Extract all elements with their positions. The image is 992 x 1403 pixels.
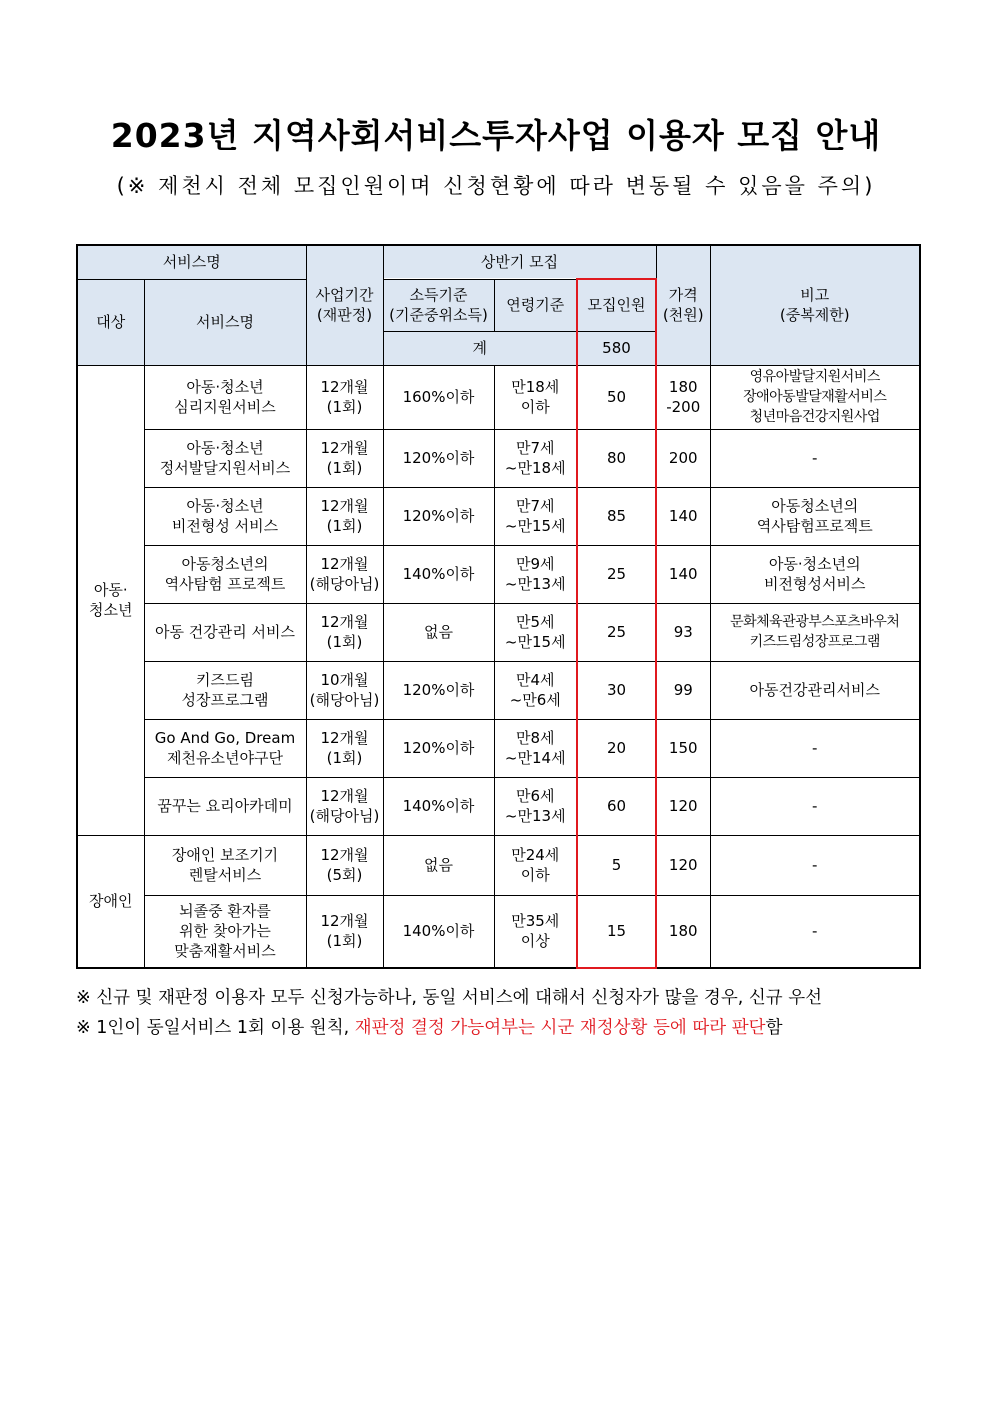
remarks-cell: 영유아발달지원서비스 장애아동발달재활서비스 청년마음건강지원사업 [710, 365, 920, 429]
income-cell: 120%이하 [383, 661, 494, 719]
income-cell: 120%이하 [383, 429, 494, 487]
quota-cell: 5 [577, 835, 656, 895]
period-cell: 12개월 (1회) [306, 603, 383, 661]
table-row [77, 429, 920, 487]
table-row [77, 777, 920, 835]
quota-cell: 15 [577, 895, 656, 968]
table-row [77, 661, 920, 719]
remarks-cell: 아동건강관리서비스 [710, 661, 920, 719]
service-name-cell: 아동·청소년 정서발달지원서비스 [144, 429, 306, 487]
period-cell: 12개월 (1회) [306, 895, 383, 968]
income-cell: 140%이하 [383, 545, 494, 603]
quota-cell: 20 [577, 719, 656, 777]
price-cell: 150 [656, 719, 710, 777]
income-cell: 140%이하 [383, 895, 494, 968]
age-cell: 만7세 ~만15세 [494, 487, 577, 545]
header-service-group: 서비스명 [77, 245, 306, 279]
income-cell: 없음 [383, 603, 494, 661]
remarks-cell: - [710, 777, 920, 835]
income-cell: 120%이하 [383, 719, 494, 777]
table-row [77, 603, 920, 661]
header-remarks: 비고 (중복제한) [710, 245, 920, 365]
quota-cell: 80 [577, 429, 656, 487]
remarks-cell: - [710, 895, 920, 968]
age-cell: 만24세 이하 [494, 835, 577, 895]
service-name-cell: 장애인 보조기기 렌탈서비스 [144, 835, 306, 895]
header-total-label: 계 [383, 331, 577, 365]
period-cell: 12개월 (1회) [306, 487, 383, 545]
header-age: 연령기준 [494, 279, 577, 331]
service-name-cell: Go And Go, Dream 제천유소년야구단 [144, 719, 306, 777]
note-2 [76, 1014, 926, 1042]
page-subtitle: (※ 제천시 전체 모집인원이며 신청현황에 따라 변동될 수 있음을 주의) [116, 174, 876, 198]
table-row [77, 895, 920, 968]
note-1: ※ 신규 및 재판정 이용자 모두 신청가능하나, 동일 서비스에 대해서 신청자가 많을 경우, 신규 우선 [76, 988, 823, 1008]
price-cell: 99 [656, 661, 710, 719]
service-name-cell: 아동·청소년 심리지원서비스 [144, 365, 306, 429]
remarks-cell: - [710, 429, 920, 487]
quota-cell: 85 [577, 487, 656, 545]
remarks-cell: 아동청소년의 역사탐험프로젝트 [710, 487, 920, 545]
age-cell: 만35세 이상 [494, 895, 577, 968]
age-cell: 만6세 ~만13세 [494, 777, 577, 835]
header-total-value: 580 [577, 331, 656, 365]
quota-cell: 25 [577, 545, 656, 603]
quota-cell: 60 [577, 777, 656, 835]
period-cell: 12개월 (해당아님) [306, 545, 383, 603]
remarks-cell: 아동·청소년의 비전형성서비스 [710, 545, 920, 603]
price-cell: 93 [656, 603, 710, 661]
remarks-cell: - [710, 719, 920, 777]
quota-cell: 30 [577, 661, 656, 719]
quota-cell: 25 [577, 603, 656, 661]
note-2-part-b: 함 [765, 1018, 783, 1038]
age-cell: 만18세 이하 [494, 365, 577, 429]
note-2-highlight: 재판정 결정 가능여부는 시군 재정상황 등에 따라 판단 [354, 1018, 766, 1038]
table-row [77, 835, 920, 895]
price-cell: 180 -200 [656, 365, 710, 429]
service-name-cell: 아동 건강관리 서비스 [144, 603, 306, 661]
price-cell: 180 [656, 895, 710, 968]
price-cell: 140 [656, 487, 710, 545]
income-cell: 120%이하 [383, 487, 494, 545]
period-cell: 12개월 (1회) [306, 719, 383, 777]
service-name-cell: 아동·청소년 비전형성 서비스 [144, 487, 306, 545]
age-cell: 만5세 ~만15세 [494, 603, 577, 661]
service-name-cell: 아동청소년의 역사탐험 프로젝트 [144, 545, 306, 603]
header-service-name: 서비스명 [144, 279, 306, 365]
income-cell: 160%이하 [383, 365, 494, 429]
remarks-cell: 문화체육관광부스포츠바우처 키즈드림성장프로그램 [710, 603, 920, 661]
period-cell: 12개월 (1회) [306, 365, 383, 429]
service-name-cell: 뇌졸중 환자를 위한 찾아가는 맞춤재활서비스 [144, 895, 306, 968]
service-name-cell: 키즈드림 성장프로그램 [144, 661, 306, 719]
table-row [77, 487, 920, 545]
table-row [77, 365, 920, 429]
price-cell: 140 [656, 545, 710, 603]
note-2-part-a: ※ 1인이 동일서비스 1회 이용 원칙, [76, 1018, 355, 1038]
period-cell: 10개월 (해당아님) [306, 661, 383, 719]
quota-cell: 50 [577, 365, 656, 429]
age-cell: 만4세 ~만6세 [494, 661, 577, 719]
price-cell: 120 [656, 835, 710, 895]
table-row [77, 545, 920, 603]
period-cell: 12개월 (5회) [306, 835, 383, 895]
remarks-cell: - [710, 835, 920, 895]
header-income: 소득기준 (기준중위소득) [383, 279, 494, 331]
age-cell: 만9세 ~만13세 [494, 545, 577, 603]
service-name-cell: 꿈꾸는 요리아카데미 [144, 777, 306, 835]
price-cell: 120 [656, 777, 710, 835]
header-target: 대상 [77, 279, 144, 365]
header-period: 사업기간 (재판정) [306, 245, 383, 365]
income-cell: 없음 [383, 835, 494, 895]
page-title: 2023년 지역사회서비스투자사업 이용자 모집 안내 [110, 116, 882, 155]
period-cell: 12개월 (해당아님) [306, 777, 383, 835]
target-cell: 아동· 청소년 [77, 365, 144, 835]
period-cell: 12개월 (1회) [306, 429, 383, 487]
header-recruit-group: 상반기 모집 [383, 245, 656, 279]
age-cell: 만7세 ~만18세 [494, 429, 577, 487]
target-cell: 장애인 [77, 835, 144, 968]
header-quota: 모집인원 [577, 279, 656, 331]
header-price: 가격 (천원) [656, 245, 710, 365]
table-row [77, 719, 920, 777]
income-cell: 140%이하 [383, 777, 494, 835]
price-cell: 200 [656, 429, 710, 487]
age-cell: 만8세 ~만14세 [494, 719, 577, 777]
recruitment-table [76, 244, 921, 969]
